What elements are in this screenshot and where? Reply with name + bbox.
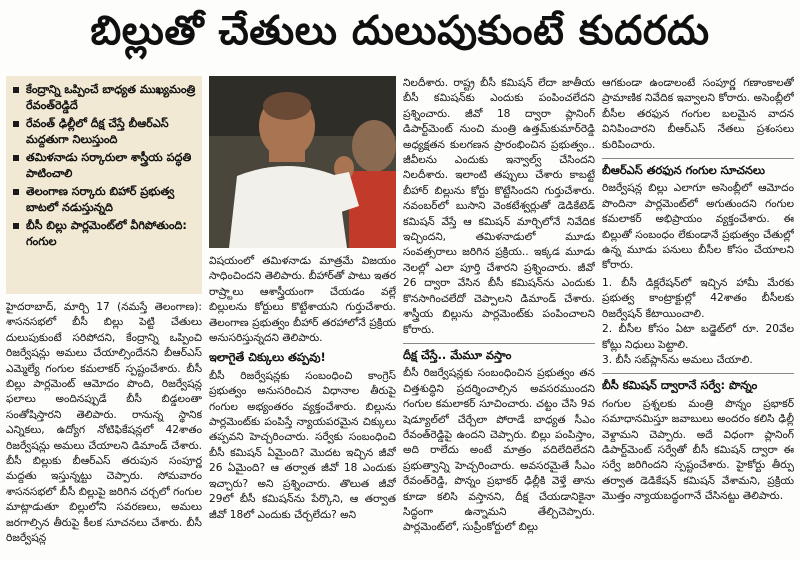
body-paragraph: రిజర్వేషన్ల బిల్లు ఎలాగూ అసెంబ్లీలో ఆమోదం పొందినా పార్లమెంట్‌లో అగుతుందని గంగుల కమలాకర్ అభిప్రాయం వ్యక్తంచేశారు. ఈ బిల్లుతో సంబంధం లేకుండానే ప్రభుత్వం చేతుల్లో ఉన్న మూడు పనులు బీసీల కోసం చేయాలని కోరారు.	[602, 182, 794, 272]
body-paragraph: బీసీ రిజర్వేషన్లకు సంబంధించిన ప్రభుత్వం తన చిత్తశుద్ధిని ప్రదర్శించాల్సిన అవసరముందని గంగుల కమలాకర్ సూచించారు. చట్టం చేసి 9వ షెడ్యూల్‌లో చేర్చేలా పోరాడే బాధ్యత సీఎం రేవంత్‌రెడ్డిపై ఉందని చెప్పారు. బిల్లు పంపిస్తాం, అది రాలేదు అంటే మాత్రం వదిలేదిలేదని ప్రభుత్వాన్ని హెచ్చరించారు. అవసరమైతే సీఎం రేవంత్‌రెడ్డి, పొన్నం ప్రభాకర్ ఢిల్లీకి వెళ్తే తాను కూడా కలిసి వస్తానని, దీక్ష చేయడానికైనా సిద్ధంగా ఉన్నామని తేల్చిచెప్పారు. పార్లమెంట్‌లో, సుప్రీంకోర్టులో బిల్లు	[403, 367, 595, 534]
summary-list	[12, 82, 196, 249]
subheading: బీఆర్ఎస్ తరఫున గంగుల సూచనలు	[602, 163, 765, 178]
body-paragraph: ఆగకుండా ఉండాలంటే సంపూర్ణ గణాంకాలతో ప్రామాణిక నివేదిక ఇవ్వాలని కోరారు. అసెంబ్లీలో బీసీల తరఫున గంగుల బలమైన వాదన వినిపించారని బీఆర్ఎస్ నేతలు ప్రశంసలు కురిపించారు.	[602, 77, 794, 151]
bullet-icon	[13, 121, 19, 127]
bullet-icon	[13, 87, 19, 93]
summary-text: రేవంత్ ఢిల్లీలో దీక్ష చేస్తే బీఆర్ఎస్ మద్దతుగా నిలుస్తుంది	[26, 117, 169, 146]
summary-item	[12, 116, 196, 147]
summary-text: కేంద్రాన్ని ఒప్పించే బాధ్యత ముఖ్యమంత్రి రేవంత్‌రెడ్డిదే	[26, 83, 196, 112]
list-item: 2. బీసీల కోసం ఏటా బడ్జెట్‌లో రూ. 20వేల కోట్లు నిధులు పెట్టాలి.	[602, 323, 794, 351]
divider	[602, 158, 794, 159]
summary-item	[12, 184, 196, 215]
bullet-icon	[13, 223, 19, 229]
body-paragraph: విషయంలో తమిళనాడు మాత్రమే విజయం సాధించిందని తెలిపారు. బీహార్‌తో పాటు ఇతర రాష్ర్టాలు ఆశాస్త్రీయంగా చేయడం వల్లే బిల్లులను కోర్టులు కొట్టేశాయని గుర్తుచేశారు. తెలంగాణ ప్రభుత్వం బీహార్ తరహాలోనే ప్రక్రియ అనుసరిస్తున్నదని తెలిపారు.	[209, 255, 396, 345]
subheading: దీక్ష చేస్తే.. మేమూ వస్తాం	[403, 347, 512, 362]
column-1	[6, 76, 202, 558]
body-paragraph: హైదరాబాద్, మార్చి 17 (నమస్తే తెలంగాణ): శాసనసభలో బీసీ బిల్లు పెట్టి చేతులు దులుపుకుంటే సరిపోదని, కేంద్రాన్ని ఒప్పించి రిజర్వేషన్లు అమలు చేయాల్సిందేనని బీఆర్ఎస్ ఎమ్మెల్యే గంగుల కమలాకర్ స్పష్టంచేశారు. బీసీ బిల్లు పార్లమెంట్ ఆమోదం పొంది, రిజర్వేషన్ల ఫలాలు అందినప్పుడే బీసీ బిడ్డలంతా సంతోషిస్తారని తెలిపారు. రానున్న స్థానిక ఎన్నికలు, ఉద్యోగ నోటిఫికేషన్లలో 42శాతం రిజర్వేషన్లు అమలు చేయాలని డిమాండ్ చేశారు. బీసీ బిల్లుకు బీఆర్ఎస్ తరుపున సంపూర్ణ మద్దతు ఇస్తున్నట్టు చెప్పారు. సోమవారం శాసనసభలో బీసీ బిల్లుపై జరిగిన చర్చలో గంగుల మాట్లాడుతూ బిల్లులోని సవరణలు, అమలు జరగాల్సిన తీరుపై కీలక సూచనలు చేశారు. బీసీ రిజర్వేషన్ల	[6, 301, 202, 545]
summary-item	[12, 218, 196, 249]
body-paragraph: గంగుల ప్రశ్నలకు మంత్రి పొన్నం ప్రభాకర్ సమాధానమిస్తూ జవాబులు అందరం కలిసి ఢిల్లీ వెళ్దామని చెప్పారు. అదే విధంగా ప్లానింగ్ డిపార్ట్‌మెంట్ సర్వేతో బీసీ కమిషన్ ద్వారా ఈ సర్వే జరిగిందని స్పష్టంచేశారు. హైకోర్టు తీర్పు తర్వాత డెడికేషన్ కమిషన్ వేశామని, ప్రక్రియ మొత్తం న్యాయబద్ధంగానే చేసినట్టు తెలిపారు.	[602, 397, 794, 503]
divider	[403, 343, 595, 344]
summary-text: తెలంగాణ సర్కారు బిహార్ ప్రభుత్వ బాటలో నడుస్తున్నది	[26, 185, 175, 214]
subheading: బీసీ కమిషన్ ద్వారానే సర్వే: పొన్నం	[602, 378, 758, 393]
list-item: 3. బీసీ సబ్‌ప్లాన్‌ను అమలు చేయాలి.	[602, 353, 753, 366]
body-paragraph: నిలదీశారు. రాష్ట్ర బీసీ కమిషన్ లేదా జాతీయ బీసీ కమిషన్‌కు ఎందుకు పంపించలేదని ప్రశ్నించారు. జీవో 18 ద్వారా ప్లానింగ్ డిపార్ట్‌మెంట్ నుంచి మంత్రి ఉత్తమ్‌కుమార్‌రెడ్డి అధ్యక్షతన కులగణన ప్రారంభించిన ప్రభుత్వం.. జీవీలను ఎందుకు ఇన్వాల్వ్ చేసిందని నిలదీశారు. ఇలాంటి తప్పులు చేశారు కాబట్టే బీహార్ బిల్లును కోర్టు కొట్టేసిందని గుర్తుచేశారు. నవంబర్‌లో బుసాని వెంకటేశ్వర్లుతో డెడికేటెడ్ కమిషన్ వేస్తే ఆ కమిషన్ మార్చిలోనే నివేదిక ఇచ్చిందని, తమిళనాడులో మూడు సంవత్సరాలు జరిగిన ప్రక్రియ.. ఇక్కడ మూడు నెలల్లో ఎలా పూర్తి చేశారని ప్రశ్నించారు. జీవో 26 ద్వారా వేసిన బీసీ కమిషన్‌ను ఎందుకు కొనసాగించలేదో చెప్పాలని డిమాండ్ చేశారు. శాస్త్రీయ బిల్లును పార్లమెంట్‌కు పంపించాలని కోరారు.	[403, 77, 595, 336]
summary-text: తమిళనాడు సర్కారులా శాస్త్రీయ పద్ధతి పాటించాలి	[26, 151, 192, 180]
speaker-photo	[209, 76, 396, 248]
summary-text: బీసీ బిల్లు పార్లమెంట్‌లో వీగిపోతుంది: గంగుల	[26, 219, 187, 248]
suggestion-list	[602, 276, 794, 368]
summary-box	[6, 76, 202, 294]
summary-item	[12, 150, 196, 181]
headline: బిల్లుతో చేతులు దులుపుకుంటే కుదరదు	[90, 6, 710, 54]
column-2	[209, 76, 396, 558]
bullet-icon	[13, 189, 19, 195]
column-4	[602, 76, 794, 558]
list-item: 1. బీసీ డిక్లరేషన్‌లో ఇచ్చిన హామీ మేరకు ప్రభుత్వ కాంట్రాక్టుల్లో 42శాతం బీసీలకు రిజర్వేషన్ కేటాయించాలి.	[602, 276, 794, 320]
divider	[602, 373, 794, 374]
summary-item	[12, 82, 196, 113]
body-paragraph: బీసీ రిజర్వేషన్లకు సంబంధించి కాంగ్రెస్ ప్రభుత్వం అనుసరించిన విధానాల తీరుపై గంగుల అభ్యంతరం వ్యక్తంచేశారు. బిల్లును పార్లమెంట్‌కు పంపిస్తే న్యాయపరమైన చిక్కులు తప్పవని హెచ్చరించారు. సర్వేకు సంబంధించి బీసీ కమిషన్ ఏమైంది? మొదట ఇచ్చిన జీవో 26 ఏమైంది? ఆ తర్వాత జీవో 18 ఎందుకు ఇచ్చారు? అని ప్రశ్నించారు. తొలుత జీవో 29లో బీసీ కమిషన్‌ను పేర్కొని, ఆ తర్వాత జీవో 18లో ఎందుకు చేర్చలేదు? అని	[209, 369, 396, 521]
bullet-icon	[13, 155, 19, 161]
column-3	[403, 76, 595, 558]
subheading: ఇలాగైతే చిక్కులు తప్పవు!	[209, 350, 326, 365]
speaker-illustration	[209, 76, 396, 248]
